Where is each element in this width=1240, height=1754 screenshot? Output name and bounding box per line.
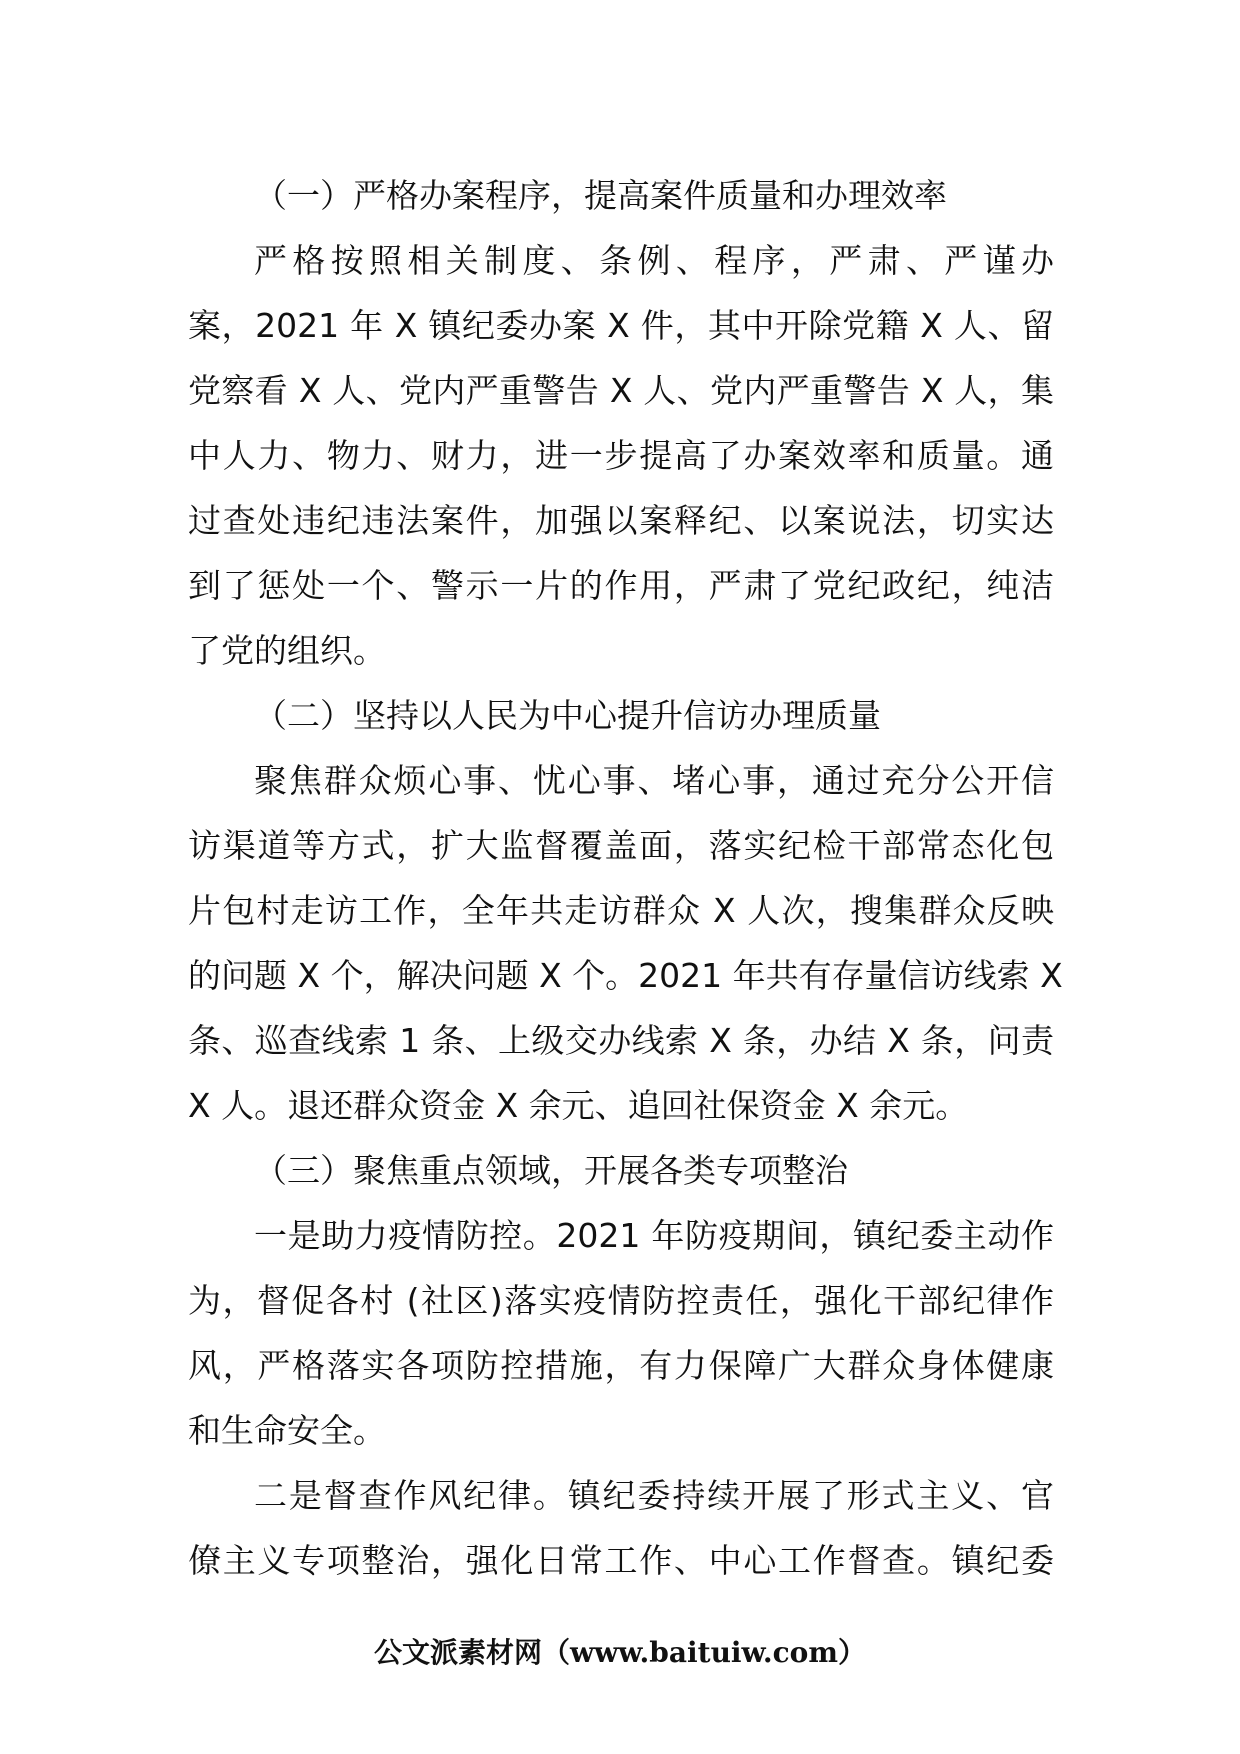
text-line: （一）严格办案程序，提高案件质量和办理效率 <box>254 176 947 215</box>
text-line: 风，严格落实各项防控措施，有力保障广大群众身体健康 <box>188 1346 1054 1385</box>
text-line: 了党的组织。 <box>188 631 386 670</box>
text-line: 到了惩处一个、警示一片的作用，严肃了党纪政纪，纯洁 <box>188 566 1054 605</box>
text-line: 片包村走访工作，全年共走访群众 X 人次，搜集群众反映 <box>188 891 1054 930</box>
text-line: 党察看 X 人、党内严重警告 X 人、党内严重警告 X 人，集 <box>188 371 1054 410</box>
text-line: 僚主义专项整治，强化日常工作、中心工作督查。镇纪委 <box>188 1541 1054 1580</box>
text-line: 的问题 X 个，解决问题 X 个。2021 年共有存量信访线索 X <box>188 956 1063 995</box>
text-line: （二）坚持以人民为中心提升信访办理质量 <box>254 696 881 735</box>
text-line: （三）聚焦重点领域，开展各类专项整治 <box>254 1151 848 1190</box>
document-body <box>188 163 1063 1593</box>
footer-watermark: 公文派素材网（www.baituiw.com） <box>374 1636 866 1669</box>
text-line: 严格按照相关制度、条例、程序，严肃、严谨办 <box>254 241 1054 280</box>
text-line: 聚焦群众烦心事、忧心事、堵心事，通过充分公开信 <box>254 761 1054 800</box>
text-line: 访渠道等方式，扩大监督覆盖面，落实纪检干部常态化包 <box>188 826 1054 865</box>
text-line: X 人。退还群众资金 X 余元、追回社保资金 X 余元。 <box>188 1086 969 1125</box>
text-line: 和生命安全。 <box>188 1411 386 1450</box>
text-line: 条、巡查线索 1 条、上级交办线索 X 条，办结 X 条，问责 <box>188 1021 1054 1060</box>
text-line: 中人力、物力、财力，进一步提高了办案效率和质量。通 <box>188 436 1054 475</box>
text-line: 一是助力疫情防控。2021 年防疫期间，镇纪委主动作 <box>254 1216 1054 1255</box>
text-line: 二是督查作风纪律。镇纪委持续开展了形式主义、官 <box>254 1476 1054 1515</box>
text-line: 案，2021 年 X 镇纪委办案 X 件，其中开除党籍 X 人、留 <box>188 306 1054 345</box>
text-line: 为，督促各村 (社区)落实疫情防控责任，强化干部纪律作 <box>188 1281 1054 1320</box>
text-line: 过查处违纪违法案件，加强以案释纪、以案说法，切实达 <box>188 501 1054 540</box>
